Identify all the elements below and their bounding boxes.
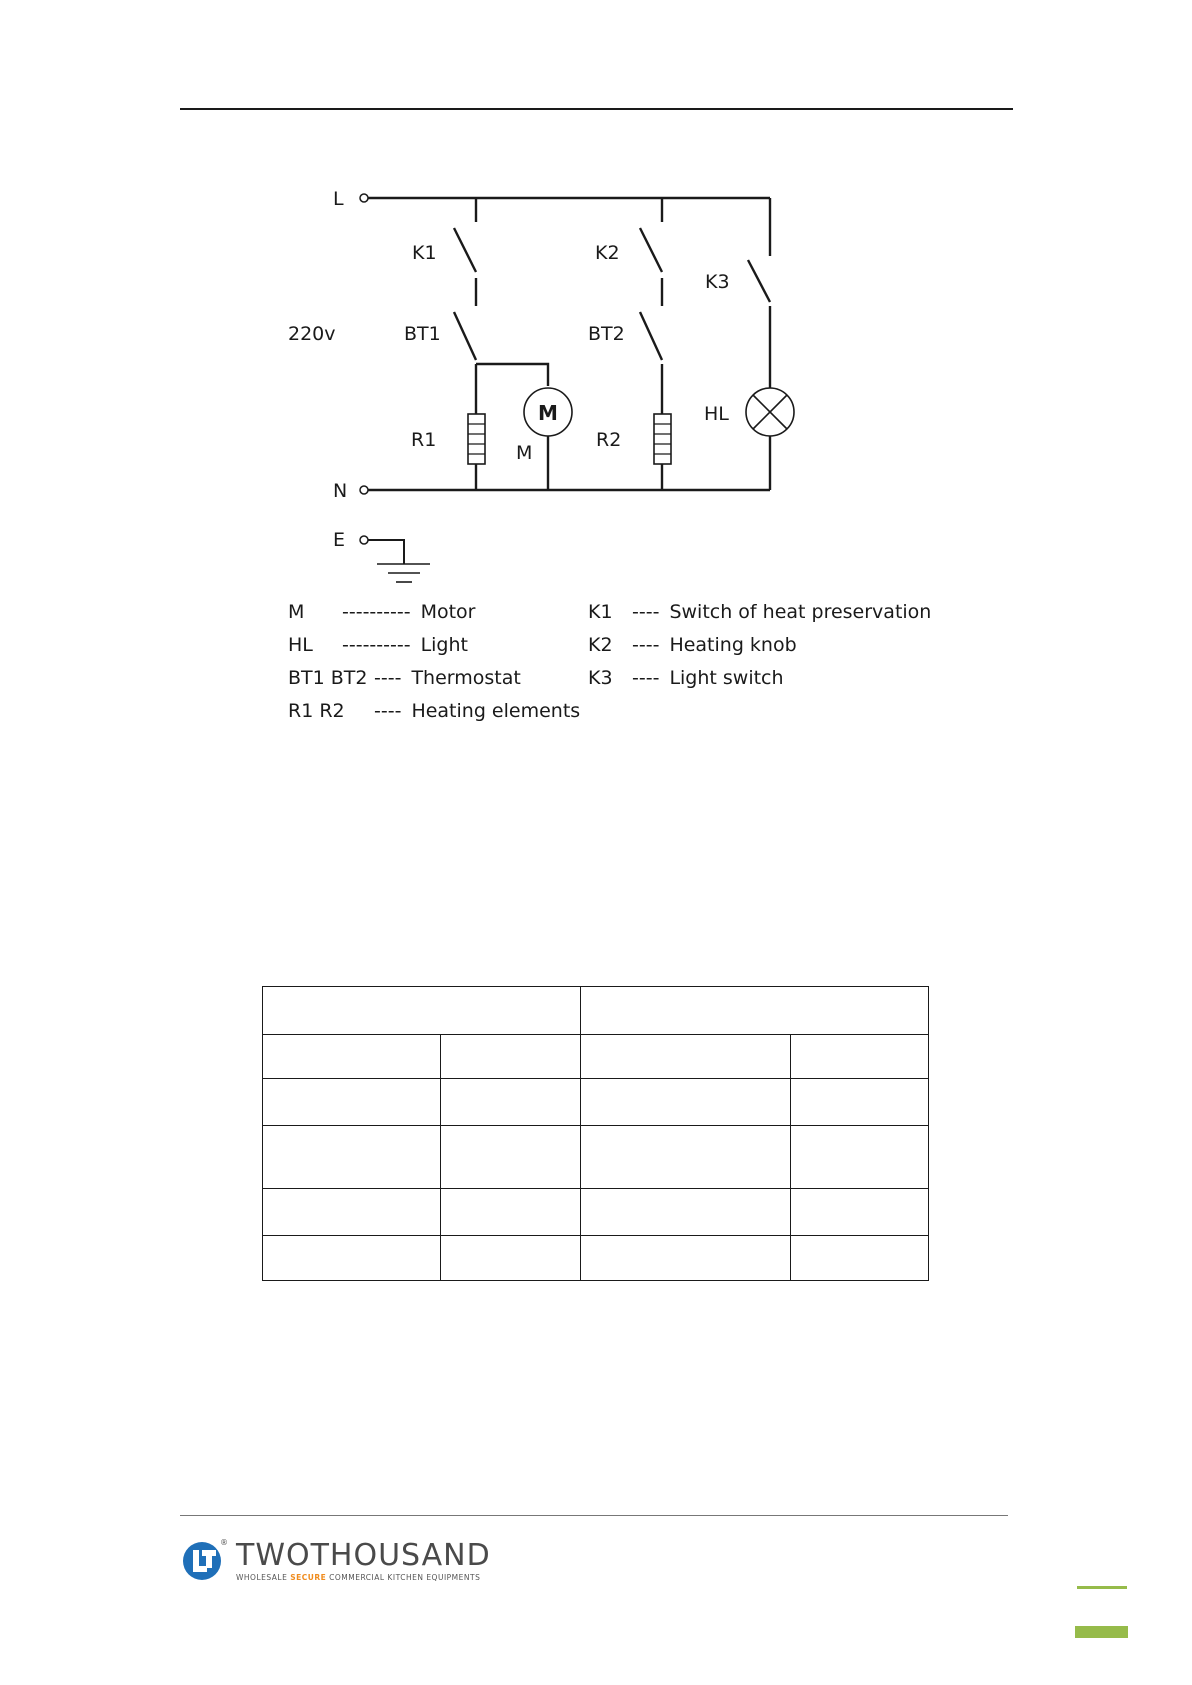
table-cell (581, 1189, 791, 1236)
table-cell (263, 1035, 441, 1079)
legend-dashes: ---- (632, 667, 660, 689)
legend-item-k2 (588, 634, 797, 656)
bt1-label: BT1 (404, 323, 441, 345)
table-row (263, 1126, 929, 1189)
k3-switch-blade (748, 260, 770, 302)
table-cell (791, 1035, 929, 1079)
terminal-n-node (360, 486, 368, 494)
r1-heater (468, 414, 485, 464)
table-cell (581, 1035, 791, 1079)
legend-item-heating (288, 700, 580, 722)
k1-switch-blade (454, 228, 476, 272)
motor-label: M (516, 442, 533, 464)
spec-table (262, 986, 929, 1281)
legend-item-light (288, 634, 468, 656)
brand-name: TWOTHOUSAND (236, 1537, 491, 1573)
legend-desc: Switch of heat preservation (669, 601, 932, 623)
legend-dashes: ---------- (342, 601, 411, 623)
bt2-label: BT2 (588, 323, 625, 345)
legend-item-thermostat (288, 667, 521, 689)
legend-code: K2 (588, 634, 613, 656)
table-cell (791, 1189, 929, 1236)
table-row (263, 1035, 929, 1079)
legend-dashes: ---------- (342, 634, 411, 656)
page-accent-bar-thick (1075, 1626, 1128, 1638)
table-row (263, 987, 929, 1035)
page-accent-bar-thin (1077, 1586, 1127, 1589)
legend-desc: Light switch (669, 667, 784, 689)
table-row (263, 1079, 929, 1126)
table-cell (581, 1236, 791, 1281)
legend-dashes: ---- (374, 667, 402, 689)
table-cell (581, 987, 929, 1035)
table-cell (263, 987, 581, 1035)
legend-code: HL (288, 634, 313, 656)
bt2-switch-blade (640, 312, 662, 360)
legend-code: BT1 BT2 (288, 667, 368, 689)
tagline-pre: WHOLESALE (236, 1572, 291, 1582)
table-cell (441, 1079, 581, 1126)
footer-rule (180, 1515, 1008, 1516)
r2-heater (654, 414, 671, 464)
voltage-label: 220v (288, 323, 336, 345)
r1-label: R1 (411, 429, 437, 451)
table-row (263, 1189, 929, 1236)
brand-logo (182, 1537, 491, 1582)
legend-desc: Motor (420, 601, 476, 623)
terminal-l-label: L (333, 188, 344, 210)
lamp-label: HL (704, 403, 729, 425)
table-cell (791, 1126, 929, 1189)
tagline-highlight: SECURE (290, 1572, 327, 1582)
legend-desc: Heating elements (411, 700, 581, 722)
tagline-post: COMMERCIAL KITCHEN EQUIPMENTS (326, 1572, 481, 1582)
table-cell (441, 1236, 581, 1281)
table-cell (581, 1079, 791, 1126)
table-cell (263, 1189, 441, 1236)
legend-code: R1 R2 (288, 700, 345, 722)
legend-item-motor (288, 601, 475, 623)
legend-dashes: ---- (632, 601, 660, 623)
table-cell (263, 1236, 441, 1281)
legend-desc: Light (420, 634, 468, 656)
legend-desc: Heating knob (669, 634, 797, 656)
table-cell (263, 1079, 441, 1126)
table-cell (263, 1126, 441, 1189)
table-cell (441, 1189, 581, 1236)
brand-tagline (236, 1573, 491, 1582)
table-cell (791, 1079, 929, 1126)
motor-feed (476, 364, 548, 386)
earth-lead (368, 540, 404, 564)
legend-code: M (288, 601, 305, 623)
legend-item-k1 (588, 601, 931, 623)
table-row (263, 1236, 929, 1281)
legend-item-k3 (588, 667, 784, 689)
table-cell (441, 1126, 581, 1189)
motor-symbol-letter: M (538, 401, 558, 425)
legend-desc: Thermostat (411, 667, 521, 689)
r2-label: R2 (596, 429, 622, 451)
terminal-e-node (360, 536, 368, 544)
table-cell (441, 1035, 581, 1079)
legend-code: K1 (588, 601, 613, 623)
table-cell (791, 1236, 929, 1281)
registered-mark: ® (220, 1538, 228, 1547)
legend-dashes: ---- (632, 634, 660, 656)
k2-label: K2 (595, 242, 620, 264)
terminal-l-node (360, 194, 368, 202)
terminal-e-label: E (333, 529, 346, 551)
legend-code: K3 (588, 667, 613, 689)
table-cell (581, 1126, 791, 1189)
terminal-n-label: N (333, 480, 348, 502)
brand-mark-icon (182, 1540, 224, 1582)
k3-label: K3 (705, 271, 730, 293)
bt1-switch-blade (454, 312, 476, 360)
k1-label: K1 (412, 242, 437, 264)
legend-dashes: ---- (374, 700, 402, 722)
k2-switch-blade (640, 228, 662, 272)
brand-text (236, 1537, 491, 1582)
